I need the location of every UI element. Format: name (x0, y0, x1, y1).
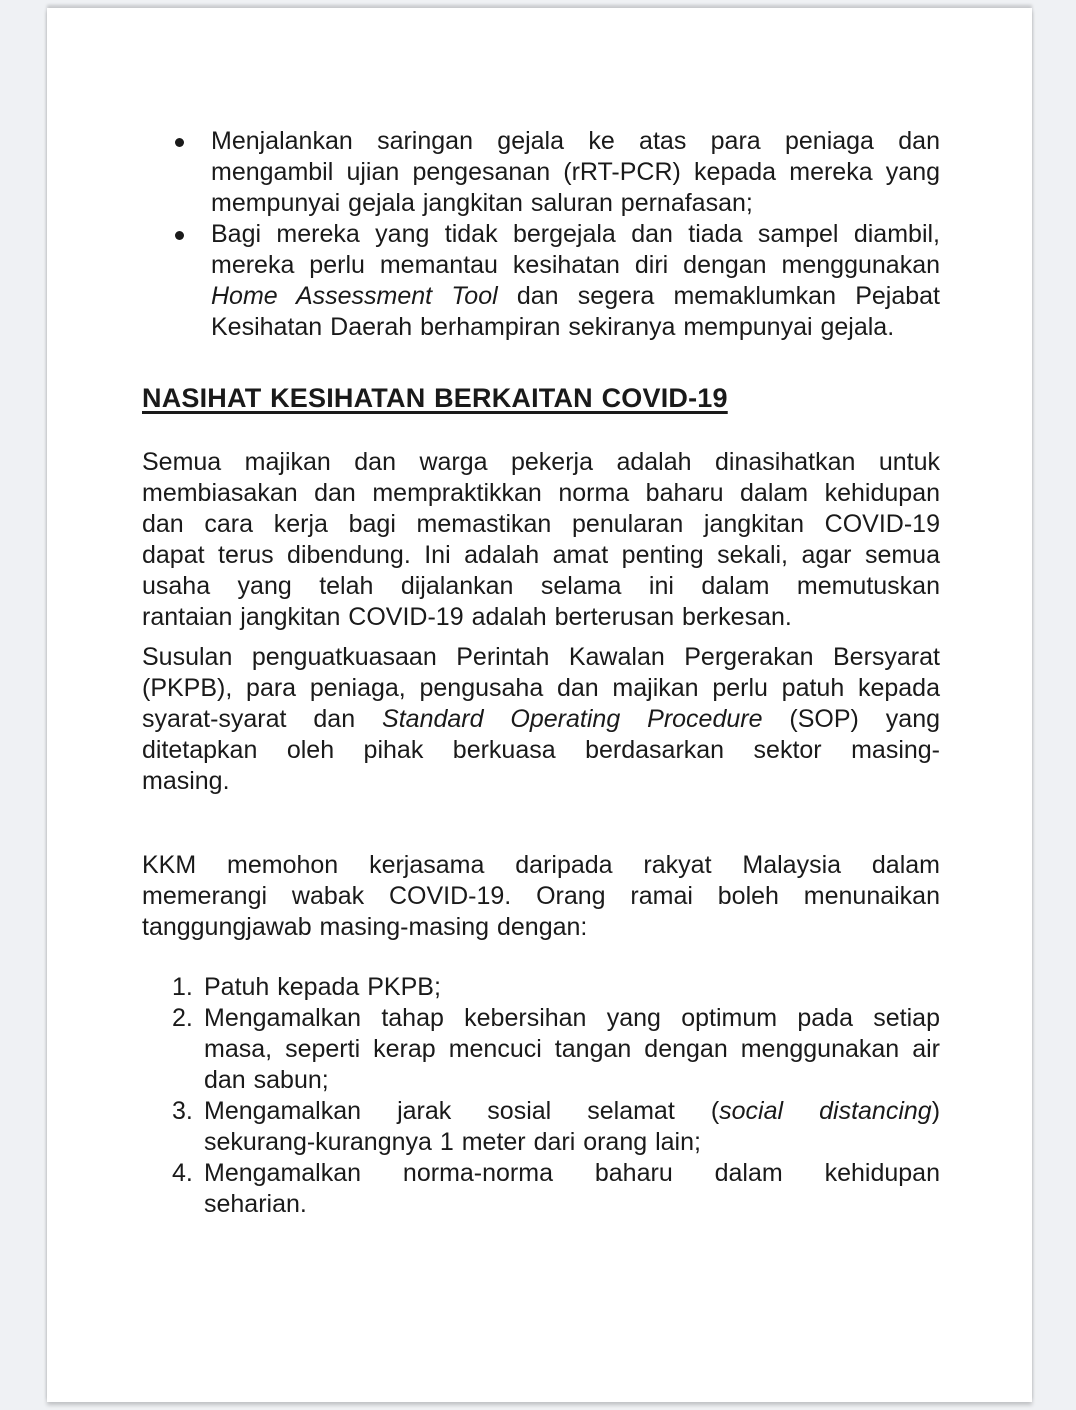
numbered-list (142, 972, 940, 1220)
text-line (211, 281, 940, 312)
bullet-list (142, 126, 940, 343)
text-line (142, 766, 940, 797)
text-line (211, 250, 940, 281)
text-run: Mengamalkan jarak sosial selamat ( (204, 1097, 720, 1125)
italic-text-run: Standard Operating Procedure (382, 705, 763, 733)
bullet-item (142, 126, 940, 219)
text-run: KKM memohon kerjasama daripada rakyat Malaysia dalam (142, 851, 940, 879)
text-run: tanggungjawab masing-masing dengan: (142, 913, 588, 941)
numbered-item (142, 1158, 940, 1220)
text-run: (PKPB), para peniaga, pengusaha dan majikan perlu patuh kepada (142, 674, 940, 702)
paragraph (142, 850, 940, 943)
text-line (142, 478, 940, 509)
numbered-item (142, 972, 940, 1003)
text-run: membiasakan dan mempraktikkan norma baharu dalam kehidupan (142, 479, 940, 507)
text-run: mempunyai gejala jangkitan saluran pernafasan; (211, 189, 753, 217)
list-number: 3. (172, 1097, 193, 1125)
bullet-dot-icon (175, 231, 184, 240)
text-line (142, 509, 940, 540)
text-run: mengambil ujian pengesanan (rRT-PCR) kepada mereka yang (211, 158, 940, 186)
list-number: 4. (172, 1159, 193, 1187)
text-run: dan sabun; (204, 1066, 329, 1094)
text-line (204, 1127, 940, 1158)
text-line (211, 219, 940, 250)
text-run: mereka perlu memantau kesihatan diri dengan menggunakan (211, 251, 940, 279)
document-content (142, 126, 940, 1220)
text-line (211, 126, 940, 157)
italic-text-run: social distancing (719, 1097, 932, 1125)
text-run: sekurang-kurangnya 1 meter dari orang lain; (204, 1128, 701, 1156)
numbered-item-text (204, 972, 940, 1003)
text-line (142, 602, 940, 633)
text-run: ditetapkan oleh pihak berkuasa berdasarkan sektor masing- (142, 736, 940, 764)
text-line (204, 1158, 940, 1189)
text-run: Semua majikan dan warga pekerja adalah dinasihatkan untuk (142, 448, 940, 476)
bullet-text (211, 219, 940, 343)
text-line (211, 312, 940, 343)
text-line (204, 1065, 940, 1096)
text-line (204, 1034, 940, 1065)
text-line (211, 188, 940, 219)
text-run: dan cara kerja bagi memastikan penularan jangkitan COVID-19 (142, 510, 940, 538)
text-run: Kesihatan Daerah berhampiran sekiranya mempunyai gejala. (211, 313, 895, 341)
text-run: masing. (142, 767, 230, 795)
paragraph (142, 447, 940, 633)
numbered-item-text (204, 1158, 940, 1220)
list-number: 1. (172, 973, 193, 1001)
text-run: ) (931, 1097, 941, 1125)
numbered-item-text (204, 1096, 940, 1158)
text-line (142, 571, 940, 602)
text-line (142, 642, 940, 673)
bullet-item (142, 219, 940, 343)
text-line (204, 1003, 940, 1034)
text-line (204, 1189, 940, 1220)
text-run: memerangi wabak COVID-19. Orang ramai boleh menunaikan (142, 882, 940, 910)
text-line (142, 704, 940, 735)
text-run: dapat terus dibendung. Ini adalah amat penting sekali, agar semua (142, 541, 940, 569)
numbered-item-text (204, 1003, 940, 1096)
text-run: dan segera memaklumkan Pejabat (497, 282, 940, 310)
text-run: syarat-syarat dan (142, 705, 383, 733)
document-page (47, 8, 1032, 1402)
text-run: Susulan penguatkuasaan Perintah Kawalan Pergerakan Bersyarat (142, 643, 940, 671)
text-line (142, 540, 940, 571)
text-run: Mengamalkan tahap kebersihan yang optimum pada setiap (204, 1004, 940, 1032)
text-line (204, 1096, 940, 1127)
text-line (142, 447, 940, 478)
bullet-dot-icon (175, 138, 184, 147)
text-line (142, 673, 940, 704)
text-run: Mengamalkan norma-norma baharu dalam kehidupan (204, 1159, 940, 1187)
italic-text-run: Home Assessment Tool (211, 282, 498, 310)
text-line (142, 735, 940, 766)
text-run: Bagi mereka yang tidak bergejala dan tiada sampel diambil, (211, 220, 940, 248)
text-run: seharian. (204, 1190, 307, 1218)
text-line (204, 972, 940, 1003)
list-number: 2. (172, 1004, 193, 1032)
paragraph (142, 642, 940, 797)
text-line (142, 912, 940, 943)
text-line (142, 850, 940, 881)
text-line (142, 881, 940, 912)
section-heading: NASIHAT KESIHATAN BERKAITAN COVID-19 (142, 383, 728, 413)
text-run: Patuh kepada PKPB; (204, 973, 441, 1001)
text-line (211, 157, 940, 188)
text-run: rantaian jangkitan COVID-19 adalah berterusan berkesan. (142, 603, 792, 631)
text-run: (SOP) yang (762, 705, 940, 733)
text-run: masa, seperti kerap mencuci tangan dengan menggunakan air (204, 1035, 940, 1063)
numbered-item (142, 1096, 940, 1158)
numbered-item (142, 1003, 940, 1096)
text-run: usaha yang telah dijalankan selama ini dalam memutuskan (142, 572, 940, 600)
bullet-text (211, 126, 940, 219)
text-run: Menjalankan saringan gejala ke atas para peniaga dan (211, 127, 940, 155)
